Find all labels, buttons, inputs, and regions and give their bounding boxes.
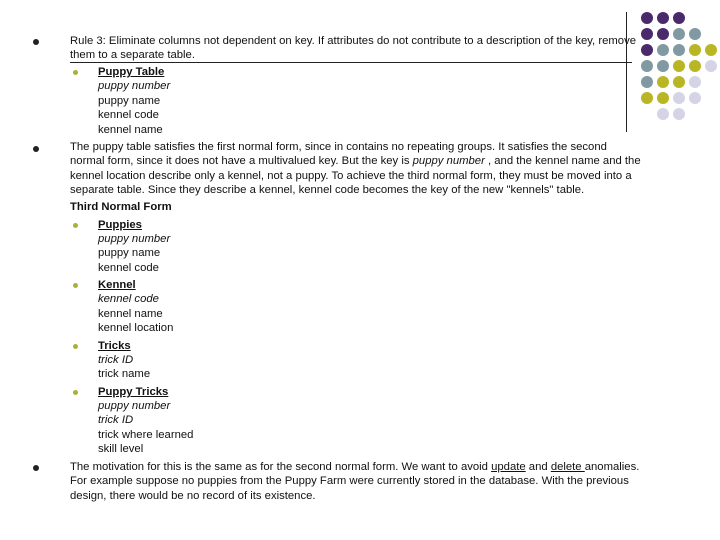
para-line4: separate table. Since they describe a kennel, kennel code becomes the key of the new "kennels" table. <box>70 184 585 196</box>
dot <box>673 44 685 56</box>
kennel-field: kennel location <box>98 322 174 334</box>
dot <box>641 60 653 72</box>
puppy-tricks-field: skill level <box>98 443 144 455</box>
tricks-title: Tricks <box>98 340 131 352</box>
rule3-line1: Rule 3: Eliminate columns not dependent on key. If attributes do not contribute to a description of the key, remove <box>70 35 637 47</box>
delete-word: delete <box>550 461 585 473</box>
dot <box>689 60 701 72</box>
sub-bullet <box>73 344 78 349</box>
para-line1: The puppy table satisfies the first normal form, since in contains no repeating groups. It satisfies the second <box>70 141 607 153</box>
dot <box>641 92 653 104</box>
puppy-tricks-key-field: trick ID <box>98 414 134 426</box>
sub-bullet <box>73 70 78 75</box>
and-word: and <box>525 461 551 473</box>
dot <box>673 12 685 24</box>
para-line2-key: puppy number <box>412 155 488 167</box>
puppy-table-title: Puppy Table <box>98 66 165 78</box>
bullet-1 <box>33 39 39 45</box>
puppies-field: puppy name <box>98 247 161 259</box>
vertical-rule <box>626 12 627 132</box>
motivation-line2: For example suppose no puppies from the Puppy Farm were currently stored in the database. With the previous <box>70 475 629 487</box>
bullet-2 <box>33 146 39 152</box>
dot <box>657 108 669 120</box>
update-word: update <box>491 461 526 473</box>
dot <box>657 60 669 72</box>
kennel-title: Kennel <box>98 279 136 291</box>
motivation-line1 <box>70 460 639 475</box>
dot <box>657 44 669 56</box>
sub-bullet <box>73 283 78 288</box>
motivation-line1-pre: The motivation for this is the same as for the second normal form. We want to avoid <box>70 461 492 473</box>
dot <box>657 76 669 88</box>
sub-bullet <box>73 223 78 228</box>
kennel-key-field: kennel code <box>98 293 159 305</box>
field-kennel-code: kennel code <box>98 109 159 121</box>
field-puppy-number: puppy number <box>98 80 171 92</box>
dot <box>657 92 669 104</box>
dot <box>641 28 653 40</box>
para-line2-post: , and the kennel name and the <box>488 155 641 167</box>
dot <box>673 108 685 120</box>
dot <box>689 92 701 104</box>
puppy-tricks-key-field: puppy number <box>98 400 171 412</box>
dot <box>689 28 701 40</box>
field-kennel-name: kennel name <box>98 124 163 136</box>
tricks-field: trick name <box>98 368 151 380</box>
bullet-3 <box>33 465 39 471</box>
dot <box>657 28 669 40</box>
puppies-field: kennel code <box>98 262 159 274</box>
dot <box>673 28 685 40</box>
sub-bullet <box>73 390 78 395</box>
dot <box>689 44 701 56</box>
dot <box>705 60 717 72</box>
dot <box>657 12 669 24</box>
para-line2-pre: normal form, since it does not have a multivalued key. But the key is <box>70 155 413 167</box>
tricks-key-field: trick ID <box>98 354 134 366</box>
dot <box>641 44 653 56</box>
dot <box>673 92 685 104</box>
dot <box>641 76 653 88</box>
puppies-title: Puppies <box>98 219 142 231</box>
para-line2 <box>70 154 641 169</box>
motivation-line3: design, there would be no record of its existence. <box>70 490 316 502</box>
para-line3: kennel location describe only a kennel, not a puppy. To achieve the third normal form, they must be moved into a <box>70 170 632 182</box>
third-normal-form-heading: Third Normal Form <box>70 201 172 213</box>
puppy-tricks-title: Puppy Tricks <box>98 386 169 398</box>
dot <box>673 76 685 88</box>
kennel-field: kennel name <box>98 308 163 320</box>
field-puppy-name: puppy name <box>98 95 161 107</box>
dot <box>673 60 685 72</box>
dot <box>689 76 701 88</box>
rule3-line2: them to a separate table. <box>70 49 195 61</box>
motivation-line1-post: anomalies. <box>584 461 640 473</box>
puppies-key-field: puppy number <box>98 233 171 245</box>
puppy-tricks-field: trick where learned <box>98 429 194 441</box>
dot <box>705 44 717 56</box>
dot <box>641 12 653 24</box>
